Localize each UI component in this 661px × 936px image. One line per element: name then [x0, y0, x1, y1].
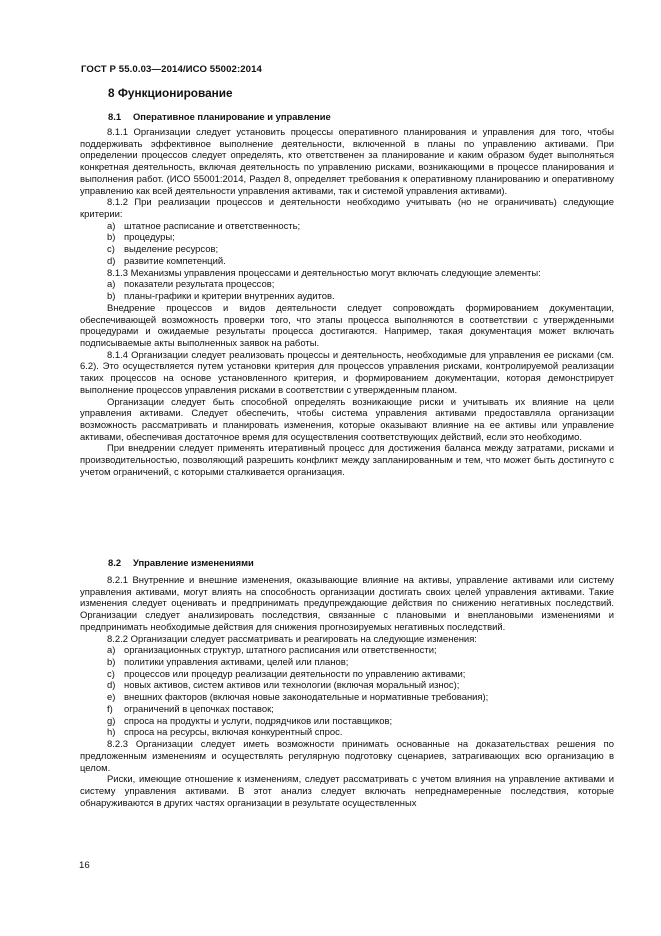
list-item: a) показатели результата процессов;	[107, 279, 275, 291]
changes-list	[80, 645, 614, 739]
paragraph-change-risks: Риски, имеющие отношение к изменениям, следует рассматривать с учетом влияния на управление активами и систему управления активами. В этот анализ следует включать непреднамеренные последствия, которые обнаруживаются в других частях организации в результате осуществленных	[80, 774, 614, 809]
list-item: b) планы-графики и критерии внутренних аудитов.	[107, 291, 335, 303]
subsection-8-2-heading	[108, 557, 408, 569]
subsection-number: 8.2	[108, 557, 122, 568]
document-header: ГОСТ Р 55.0.03—2014/ИСО 55002:2014	[81, 64, 262, 75]
list-item: d) развитие компетенций.	[107, 255, 226, 267]
subsection-number: 8.1	[108, 111, 122, 122]
list-item: h) спроса на ресурсы, включая конкурентный спрос.	[107, 727, 343, 739]
criteria-list	[80, 221, 614, 268]
section-8-1-body	[80, 127, 614, 479]
list-item: d) новых активов, систем активов или технологии (включая моральный износ);	[107, 680, 460, 692]
section-title: 8 Функционирование	[108, 86, 233, 100]
subsection-title: Управление изменениями	[133, 557, 254, 568]
list-item: a) штатное расписание и ответственность;	[107, 220, 301, 232]
list-item: e) внешних факторов (включая новые законодательные и нормативные требования);	[107, 692, 489, 704]
list-item: c) выделение ресурсов;	[107, 244, 219, 256]
mechanisms-list	[80, 279, 614, 302]
paragraph-8-2-3: 8.2.3 Организации следует иметь возможности принимать основанные на доказательствах решения по предложенным изменениям и осуществлять регулярную подготовку сценариев, затрагивающих всю организацию в целом.	[80, 739, 614, 774]
list-item: g) спроса на продукты и услуги, подрядчиков или поставщиков;	[107, 715, 393, 727]
paragraph-8-2-1: 8.2.1 Внутренние и внешние изменения, оказывающие влияние на активы, управление активами или систему управления активами, могут влиять на способность организации достигать своих целей управления активами. Такие изменения следует оценивать и предпринимать предупреждающие действия по снижению негативных последствий. Организации следует анализировать последствия, связанные с плановыми и внеплановыми изменениями и предпринимать необходимые действия для снижения прогнозируемых негативных последствий.	[80, 575, 614, 633]
list-item: a) организационных структур, штатного расписания или ответственности;	[107, 645, 437, 657]
paragraph-iterative: При внедрении следует применять итеративный процесс для достижения баланса между затратами, рисками и производительностью, позволяющий разрешить конфликт между запланированным и тем, что может быть достигнуто с учетом ограничений, с которыми сталкивается организация.	[80, 443, 614, 478]
list-item: c) процессов или процедур реализации деятельности по управлению активами;	[107, 668, 466, 680]
list-item: f) ограничений в цепочках поставок;	[107, 703, 274, 715]
paragraph-risks: Организации следует быть способной определять возникающие риски и учитывать их влияние на цели управления активами. Следует обеспечить, чтобы система управления активами предоставляла организации возможность рассматривать и планировать изменения, которые оказывают влияние на ее активы или управление активами, обеспечивая достаточное время для осуществления соответствующих действий, если это необходимо.	[80, 396, 614, 443]
paragraph-8-1-2: 8.1.2 При реализации процессов и деятельности необходимо учитывать (но не ограничивать) следующие критерии:	[80, 197, 614, 221]
section-8-2-body	[80, 575, 614, 809]
paragraph-documentation: Внедрение процессов и видов деятельности следует сопровождать формированием документации, обеспечивающей возможность проверки того, что этапы процесса выполняются в соответствии с утвержденными процедурами и ожидаемые результаты процесса достигаются. Например, такая документация может включать подписываемые акты выполненных заявок на работы.	[80, 302, 614, 349]
subsection-title: Оперативное планирование и управление	[133, 111, 331, 122]
paragraph-8-1-3: 8.1.3 Механизмы управления процессами и деятельностью могут включать следующие элементы:	[107, 267, 541, 279]
paragraph-8-2-2: 8.2.2 Организации следует рассматривать и реагировать на следующие изменения:	[107, 633, 477, 645]
list-item: b) процедуры;	[107, 232, 175, 244]
subsection-8-1-heading	[108, 111, 408, 123]
paragraph-8-1-1: 8.1.1 Организации следует установить процессы оперативного планирования и управления для того, чтобы поддерживать эффективное выполнение деятельности, включенной в планы по управлению активами. При определении процессов следует определять, кто ответственен за планирование и каким образом будет выполняться конкретная деятельность, включая деятельность по управлению рисками, возникающими в процессе планирования и выполнения работ. (ИСО 55001:2014, Раздел 8, определяет требования к оперативному планированию и оперативному управлению как всей деятельности управления активами, так и системой управления активами).	[80, 127, 614, 197]
paragraph-8-1-4: 8.1.4 Организации следует реализовать процессы и деятельность, необходимые для управления ее рисками (см. 6.2). Это осуществляется путем установки критерия для процессов управления рисками, контролируемой реализации таких процессов на основе установленного критерия, и формированием документации, которая демонстрирует выполнение процессов управления рисками в соответствии с утвержденным планом.	[80, 349, 614, 396]
page-number: 16	[79, 860, 90, 871]
list-item: b) политики управления активами, целей или планов;	[107, 657, 349, 669]
